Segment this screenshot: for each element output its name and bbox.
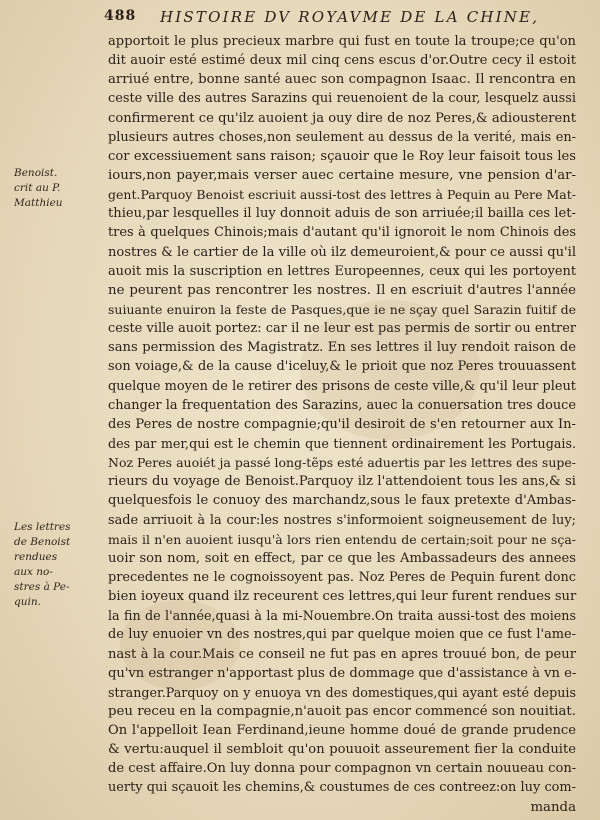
text-line: nostres & le cartier de la ville où ilz demeuroient,& pour ce aussi qu'il xyxy=(108,244,577,260)
text-line: sans permission des Magistratz. En ses lettres il luy rendoit raison de xyxy=(108,340,576,356)
text-line: mais il n'en auoient iusqu'à lors rien entendu de certain;soit pour ne sça- xyxy=(108,531,576,547)
text-line: iours,non payer,mais verser auec certaine mesure, vne pension d'ar- xyxy=(108,167,576,183)
text-line: changer la frequentation des Sarazins, auec la conuersation tres douce xyxy=(108,397,576,413)
marginal-line: Les lettres xyxy=(14,521,71,533)
text-line: manda xyxy=(530,799,576,815)
text-line: tres à quelques Chinois;mais d'autant qu'il ignoroit le nom Chinois des xyxy=(108,225,576,241)
marginal-note-lettres xyxy=(14,520,104,610)
text-line: confirmerent ce qu'ilz auoient ja ouy dire de noz Peres,& adiousterent xyxy=(108,110,576,126)
marginal-note-benoist xyxy=(14,166,104,211)
text-line: quelquesfois le conuoy des marchandz,sous le faux pretexte d'Ambas- xyxy=(108,493,576,509)
text-line: ceste ville auoit portez: car il ne leur est pas permis de sortir ou entrer xyxy=(108,321,576,337)
marginal-line: aux no- xyxy=(14,566,53,578)
marginal-line: crit au P. xyxy=(14,182,61,194)
marginal-line: Benoist. xyxy=(14,167,58,179)
text-line: dit auoir esté estimé deux mil cinq cens escus d'or.Outre cecy il estoit xyxy=(108,53,576,69)
text-line: son voiage,& de la cause d'iceluy,& le prioit que noz Peres trouuassent xyxy=(108,359,576,375)
text-line: bien ioyeux quand ilz receurent ces lettres,qui leur furent rendues sur xyxy=(108,589,577,605)
running-title: HISTOIRE DV ROYAVME DE LA CHINE, xyxy=(160,8,540,26)
text-line: Noz Peres auoiét ja passé long-tẽps esté aduertis par les lettres des supe- xyxy=(108,455,576,471)
page-number: 488 xyxy=(104,8,137,24)
text-line: On l'appelloit Iean Ferdinand,ieune homme doué de grande prudence xyxy=(108,723,576,739)
body-text xyxy=(108,32,576,817)
text-line: stranger.Parquoy on y enuoya vn des domestiques,qui ayant esté depuis xyxy=(108,684,576,700)
text-line: & vertu:auquel il sembloit qu'on pouuoit asseurement fier la conduite xyxy=(108,742,576,758)
marginal-line: quin. xyxy=(14,596,41,608)
text-line: ceste ville des autres Sarazins qui reuenoient de la cour, lesquelz aussi xyxy=(108,91,576,107)
text-line: de cest affaire.On luy donna pour compagnon vn certain nouueau con- xyxy=(108,761,577,777)
text-line: ne peurent pas rencontrer les nostres. Il en escriuit d'autres l'année xyxy=(108,282,576,298)
marginal-line: stres à Pe- xyxy=(14,581,70,593)
text-line: quelque moyen de le retirer des prisons de ceste ville,& qu'il leur pleut xyxy=(108,378,576,394)
text-line: suiuante enuiron la feste de Pasques,que ie ne sçay quel Sarazin fuitif de xyxy=(108,301,576,317)
text-line: sade arriuoit à la cour:les nostres s'informoient soigneusement de luy; xyxy=(108,512,576,528)
text-line: des par mer,qui est le chemin que tiennent ordinairement les Portugais. xyxy=(108,435,576,451)
text-line: la fin de l'année,quasi à la mi-Nouembre.On traita aussi-tost des moiens xyxy=(108,608,576,624)
text-line: gent.Parquoy Benoist escriuit aussi-tost des lettres à Pequin au Pere Mat- xyxy=(108,187,576,203)
text-line: arriué entre, bonne santé auec son compagnon Isaac. Il rencontra en xyxy=(108,72,576,88)
text-line: plusieurs autres choses,non seulement au dessus de la verité, mais en- xyxy=(108,129,576,145)
text-line: des Peres de nostre compagnie;qu'il desiroit de s'en retourner aux In- xyxy=(108,416,576,432)
text-line: de luy enuoier vn des nostres,qui par quelque moien que ce fust l'ame- xyxy=(108,627,576,643)
text-line: uoir son nom, soit en effect, par ce que les Ambassadeurs des annees xyxy=(108,550,576,566)
text-line: uerty qui sçauoit les chemins,& coustumes de ces contreez:on luy com- xyxy=(108,780,576,796)
text-line: cor excessiuement sans raison; sçauoir que le Roy leur faisoit tous les xyxy=(108,148,576,164)
text-line: nast à la cour.Mais ce conseil ne fut pas en apres trouué bon, de peur xyxy=(108,646,576,662)
text-line: thieu,par lesquelles il luy donnoit aduis de son arriuée;il bailla ces let- xyxy=(108,206,576,222)
marginal-line: Matthieu xyxy=(14,197,63,209)
text-line: precedentes ne le cognoissoyent pas. Noz Peres de Pequin furent donc xyxy=(108,569,576,585)
marginal-line: rendues xyxy=(14,551,58,563)
marginal-line: de Benoist xyxy=(14,536,71,548)
text-line: apportoit le plus precieux marbre qui fust en toute la troupe;ce qu'on xyxy=(108,34,576,49)
text-line: auoit mis la suscription en lettres Europeennes, ceux qui les portoyent xyxy=(108,263,576,279)
text-line: peu receu en la compagnie,n'auoit pas encor commencé son nouitiat. xyxy=(108,703,576,719)
text-line: rieurs du voyage de Benoist.Parquoy ilz l'attendoient tous les ans,& si xyxy=(108,474,576,490)
text-line: qu'vn estranger n'apportast plus de dommage que d'assistance à vn e- xyxy=(108,665,577,681)
